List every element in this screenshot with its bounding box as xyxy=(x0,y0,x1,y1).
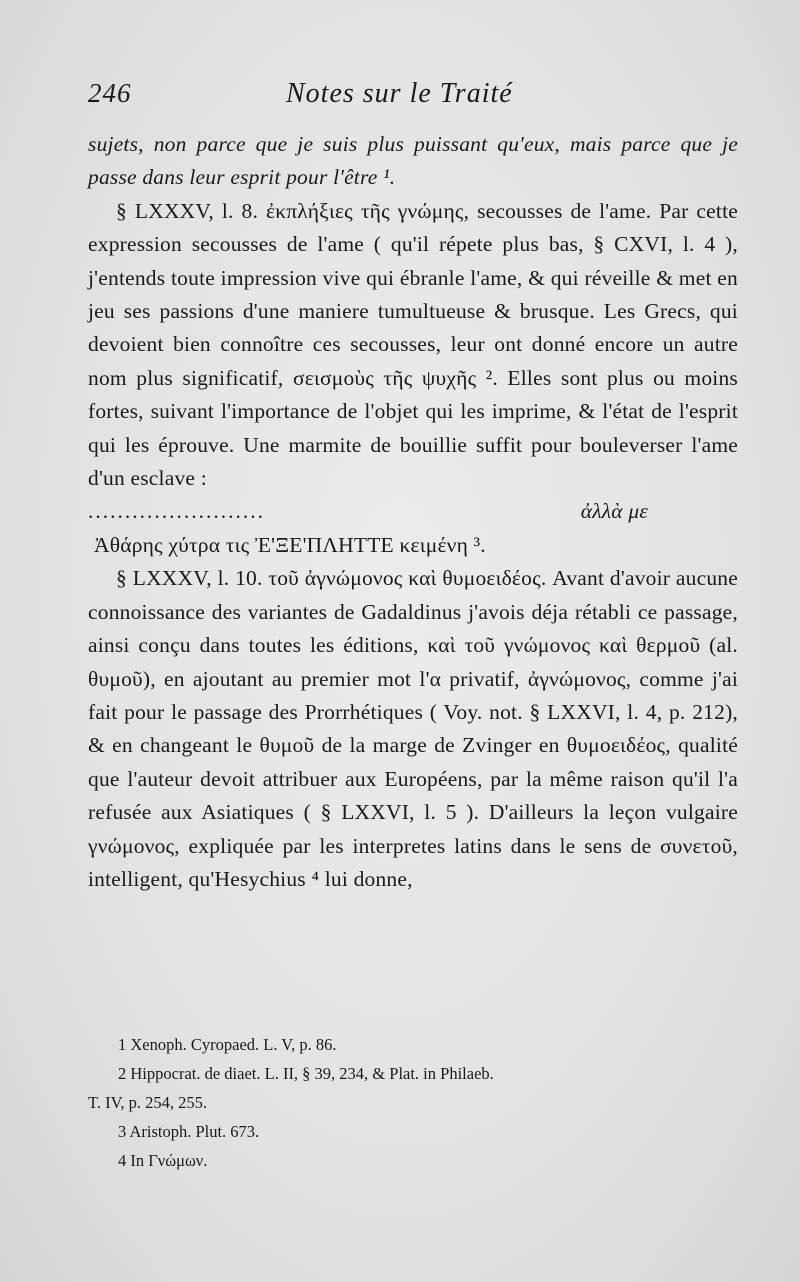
footnotes xyxy=(88,1030,738,1175)
footnote-4: 4 In Γνώμων. xyxy=(118,1151,208,1170)
footnote-2-continuation: T. IV, p. 254, 255. xyxy=(88,1093,208,1112)
footnote-1: 1 Xenoph. Cyropaed. L. V, p. 86. xyxy=(118,1035,337,1054)
verse-line-1 xyxy=(88,495,738,528)
verse-ellipsis: ........................ xyxy=(88,499,265,524)
paragraph-continuation: sujets, non parce que je suis plus puissant qu'eux, mais parce que je passe dans leur esprit pour l'être ¹. xyxy=(88,132,738,190)
verse-end: ἀλλὰ με xyxy=(580,499,648,524)
paragraph-lxxxv-10: § LXXXV, l. 10. τοῦ ἀγνώμονος καὶ θυμοειδέος. Avant d'avoir aucune connoissance des variantes de Gadaldinus j'avois déja rétabli ce passage, ainsi conçu dans toutes les éditions, καὶ τοῦ γνώμονος καὶ θερμοῦ (al. θυμοῦ), en ajoutant au premier mot l'α privatif, ἀγνώμονος, comme j'ai fait pour le passage des Prorrhétiques ( Voy. not. § LXXVI, l. 4, p. 212), & en changeant le θυμοῦ de la marge de Zvinger en θυμοειδέος, qualité que l'auteur devoit attribuer aux Européens, par la même raison qu'il l'a refusée aux Asiatiques ( § LXXVI, l. 5 ). D'ailleurs la leçon vulgaire γνώμονος, expliquée par les interpretes latins dans le sens de συνετοῦ, intelligent, qu'Hesychius ⁴ lui donne, xyxy=(88,566,738,891)
page-number: 246 xyxy=(88,78,132,108)
page-header xyxy=(88,78,738,118)
footnote-3: 3 Aristoph. Plut. 673. xyxy=(118,1122,260,1141)
paragraph-lxxxv-8: § LXXXV, l. 8. ἐκπλήξιες τῆς γνώμης, secousses de l'ame. Par cette expression secousses de l'ame ( qu'il répete plus bas, § CXVI, l. 4 ), j'entends toute impression vive qui ébranle l'ame, & qui réveille & met en jeu ses passions d'une maniere tumultueuse & brusque. Les Grecs, qui devoient bien connoître ces secousses, leur ont donné encore un autre nom plus significatif, σεισμοὺς τῆς ψυχῆς ². Elles sont plus ou moins fortes, suivant l'importance de l'objet qui les imprime, & l'état de l'esprit qui les éprouve. Une marmite de bouillie suffit pour bouleverser l'ame d'un esclave : xyxy=(88,198,738,491)
footnote-2: 2 Hippocrat. de diaet. L. II, § 39, 234, & Plat. in Philaeb. xyxy=(118,1064,494,1083)
main-text xyxy=(88,128,738,896)
verse-line-2: Ἀθάρης χύτρα τις Ἐ'ΞΕ'ΠΛΗΤΤΕ κειμένη ³. xyxy=(94,532,486,557)
running-title: Notes sur le Traité xyxy=(286,78,513,109)
